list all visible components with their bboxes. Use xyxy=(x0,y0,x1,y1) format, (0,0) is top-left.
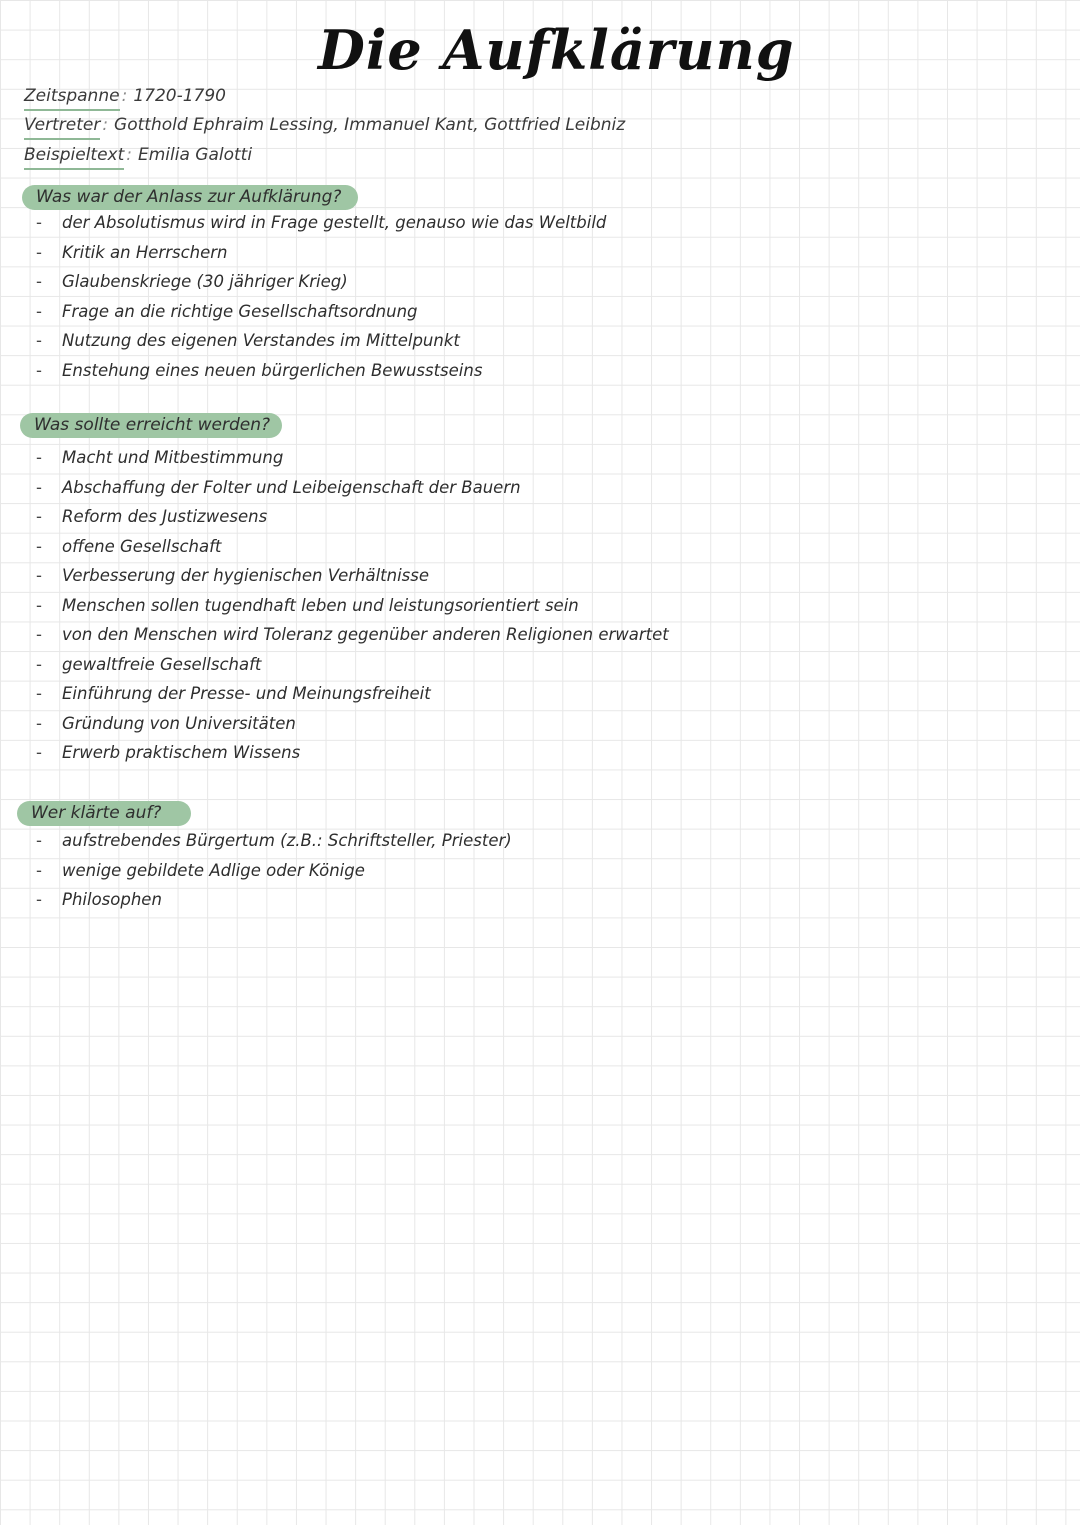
dash-bullet: - xyxy=(36,301,42,321)
section-list-wer xyxy=(36,826,512,915)
dash-bullet: - xyxy=(36,831,42,850)
list-item-text: Macht und Mitbestimmung xyxy=(62,448,284,467)
dash-bullet: - xyxy=(36,890,42,909)
dash-bullet: - xyxy=(36,360,42,380)
list-item-text: von den Menschen wird Toleranz gegenüber anderen Religionen erwartet xyxy=(62,625,669,644)
list-item-text: Nutzung des eigenen Verstandes im Mittelpunkt xyxy=(62,331,460,350)
dash-bullet: - xyxy=(36,743,42,762)
meta-beispieltext xyxy=(24,143,252,170)
dash-bullet: - xyxy=(36,272,42,291)
list-item-text: Gründung von Universitäten xyxy=(62,713,296,733)
list-item-text: Frage an die richtige Gesellschaftsordnung xyxy=(62,301,418,321)
section-heading-ziele: Was sollte erreicht werden? xyxy=(20,413,282,438)
dash-bullet: - xyxy=(36,331,42,350)
colon-separator: : xyxy=(102,115,109,135)
list-item xyxy=(36,356,606,386)
section-list-anlass xyxy=(36,208,606,385)
list-item-text: Menschen sollen tugendhaft leben und leistungsorientiert sein xyxy=(62,595,579,615)
dash-bullet: - xyxy=(36,566,42,585)
list-item xyxy=(36,856,512,886)
list-item xyxy=(36,709,669,739)
dash-bullet: - xyxy=(36,242,42,262)
list-item xyxy=(36,885,512,915)
list-item-text: Philosophen xyxy=(62,890,162,909)
list-item-text: wenige gebildete Adlige oder Könige xyxy=(62,860,365,880)
meta-zeitspanne-value: 1720-1790 xyxy=(133,86,226,106)
meta-beispieltext-label: Beispieltext xyxy=(24,143,124,170)
list-item-text: aufstrebendes Bürgertum (z.B.: Schriftsteller, Priester) xyxy=(62,831,512,850)
list-item xyxy=(36,738,669,768)
list-item-text: Kritik an Herrschern xyxy=(62,242,228,262)
dash-bullet: - xyxy=(36,507,42,526)
dash-bullet: - xyxy=(36,713,42,733)
colon-separator: : xyxy=(126,145,132,165)
list-item xyxy=(36,473,669,503)
meta-beispieltext-value: Emilia Galotti xyxy=(137,145,253,165)
section-list-ziele xyxy=(36,443,669,768)
meta-vertreter-value: Gotthold Ephraim Lessing, Immanuel Kant, Gottfried Leibniz xyxy=(114,115,626,135)
dash-bullet: - xyxy=(36,595,42,615)
section-heading-anlass: Was war der Anlass zur Aufklärung? xyxy=(22,185,358,210)
colon-separator: : xyxy=(121,86,128,106)
dash-bullet: - xyxy=(36,213,42,232)
list-item xyxy=(36,326,606,356)
section-heading-wer: Wer klärte auf? xyxy=(17,801,191,826)
dash-bullet: - xyxy=(36,684,42,703)
list-item-text: Glaubenskriege (30 jähriger Krieg) xyxy=(62,272,348,291)
list-item-text: Reform des Justizwesens xyxy=(62,507,268,526)
list-item xyxy=(36,679,669,709)
list-item-text: der Absolutismus wird in Frage gestellt, genauso wie das Weltbild xyxy=(62,213,607,232)
list-item xyxy=(36,267,606,297)
meta-zeitspanne-label: Zeitspanne xyxy=(24,84,120,111)
dash-bullet: - xyxy=(36,536,42,556)
dash-bullet: - xyxy=(36,477,42,497)
meta-zeitspanne xyxy=(24,84,226,111)
meta-vertreter xyxy=(24,113,625,140)
list-item xyxy=(36,561,669,591)
list-item-text: Einführung der Presse- und Meinungsfreiheit xyxy=(62,684,431,703)
list-item xyxy=(36,502,669,532)
list-item xyxy=(36,532,669,562)
list-item xyxy=(36,650,669,680)
list-item xyxy=(36,620,669,650)
page-title: Die Aufklärung xyxy=(318,18,795,82)
dash-bullet: - xyxy=(36,625,42,644)
list-item xyxy=(36,238,606,268)
list-item xyxy=(36,826,512,856)
dash-bullet: - xyxy=(36,448,42,467)
list-item-text: Erwerb praktischem Wissens xyxy=(62,743,301,762)
dash-bullet: - xyxy=(36,654,42,674)
list-item-text: offene Gesellschaft xyxy=(62,536,222,556)
list-item xyxy=(36,208,606,238)
list-item xyxy=(36,297,606,327)
list-item xyxy=(36,443,669,473)
list-item-text: Enstehung eines neuen bürgerlichen Bewusstseins xyxy=(62,360,483,380)
dash-bullet: - xyxy=(36,860,42,880)
list-item xyxy=(36,591,669,621)
list-item-text: gewaltfreie Gesellschaft xyxy=(62,654,262,674)
list-item-text: Verbesserung der hygienischen Verhältnisse xyxy=(62,566,430,585)
meta-vertreter-label: Vertreter xyxy=(24,113,100,140)
list-item-text: Abschaffung der Folter und Leibeigenschaft der Bauern xyxy=(62,477,521,497)
